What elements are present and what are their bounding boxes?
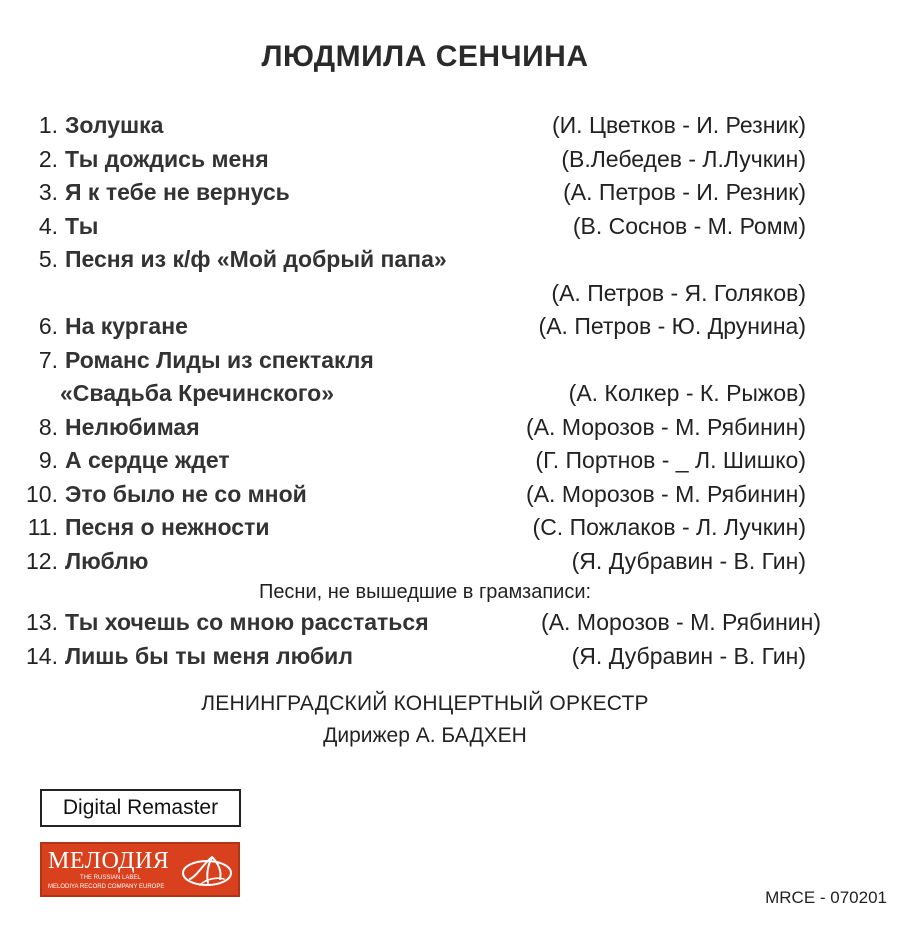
track-row [0,313,913,347]
track-number: 1. [38,112,58,138]
track-title: Нелюбимая [65,413,200,440]
track-number: 4. [38,212,58,239]
track-title: Люблю [65,547,149,574]
track-title: Ты [65,212,99,239]
track-authors: (А. Петров - Я. Голяков) [551,279,806,306]
track-number: 14. [26,642,58,669]
track-authors: (С. Пожлаков - Л. Лучкин) [532,514,806,540]
track-row [0,609,913,643]
track-number: 8. [38,413,58,440]
logo-name: МЕЛОДИЯ [48,848,170,874]
track-authors: (А. Морозов - М. Рябинин) [541,609,821,635]
track-title: На кургане [65,313,188,339]
track-row [0,246,913,280]
track-row [0,146,913,180]
track-title-continuation: «Свадьба Кречинского» [60,380,335,406]
track-row [0,347,913,381]
track-authors: (В. Соснов - М. Ромм) [572,212,806,239]
track-authors: (А. Колкер - К. Рыжов) [568,380,806,406]
unreleased-songs-note: Песни, не вышедшие в грамзаписи: [258,581,592,603]
track-title: Лишь бы ты меня любил [65,642,353,669]
track-title: Это было не со мной [65,480,307,507]
track-number: 12. [26,547,58,574]
track-list [0,112,913,676]
track-row-continuation [0,380,913,414]
track-title: А сердце ждет [65,447,230,473]
track-title: Песня о нежности [65,514,270,540]
track-row [0,414,913,448]
track-number: 5. [38,246,58,272]
track-authors: (Г. Портнов - _ Л. Шишко) [535,447,806,473]
track-authors: (Я. Дубравин - В. Гин) [571,642,806,669]
track-row [0,481,913,515]
track-number: 2. [38,145,58,172]
catalog-number: MRCE - 070201 [765,888,887,907]
track-row [0,548,913,582]
track-row [0,643,913,677]
melodiya-emblem-icon [178,849,236,893]
album-artist-title: ЛЮДМИЛА СЕНЧИНА [261,40,589,73]
track-row [0,213,913,247]
track-authors: (А. Петров - Ю. Друнина) [538,313,806,339]
track-title: Песня из к/ф «Мой добрый папа» [65,246,447,272]
track-number: 13. [26,609,58,635]
track-title: Золушка [65,112,164,138]
digital-remaster-badge: Digital Remaster [40,789,241,827]
logo-subtitle: THE RUSSIAN LABEL [80,875,141,881]
logo-company: MELODIYA RECORD COMPANY EUROPE [48,884,165,890]
melodiya-logo [40,842,240,897]
track-row [0,179,913,213]
track-authors: (А. Петров - И. Резник) [563,179,806,205]
track-number: 10. [26,480,58,507]
track-authors: (И. Цветков - И. Резник) [551,112,806,138]
track-authors: (А. Морозов - М. Рябинин) [526,480,806,507]
track-authors: (Я. Дубравин - В. Гин) [571,547,806,574]
track-row-continuation [0,280,913,314]
track-number: 7. [38,346,58,373]
track-authors: (А. Морозов - М. Рябинин) [526,413,806,440]
track-title: Ты дождись меня [65,145,269,172]
track-number: 9. [38,447,58,473]
conductor-credit: Дирижер А. БАДХЕН [323,724,527,747]
track-title: Я к тебе не вернусь [65,179,290,205]
track-number: 11. [27,514,58,540]
track-title: Романс Лиды из спектакля [65,346,374,373]
track-number: 6. [38,313,58,339]
section-note-row [0,581,913,609]
track-row [0,447,913,481]
orchestra-credit: ЛЕНИНГРАДСКИЙ КОНЦЕРТНЫЙ ОРКЕСТР [201,692,649,715]
track-number: 3. [38,179,58,205]
track-row [0,514,913,548]
track-title: Ты хочешь со мною расстаться [65,609,429,635]
track-authors: (В.Лебедев - Л.Лучкин) [561,145,806,172]
track-row [0,112,913,146]
